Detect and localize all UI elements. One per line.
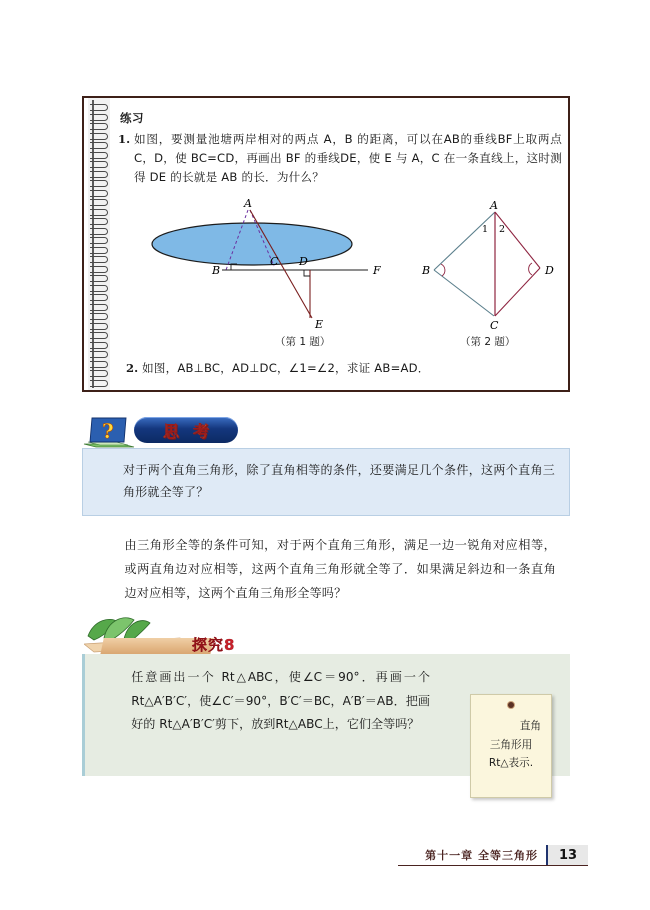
segment-ad — [495, 212, 540, 268]
segment-ab — [434, 212, 495, 270]
figure-1-caption: （第 1 题） — [275, 336, 331, 348]
right-angle-mark-d — [529, 263, 532, 275]
think-text: 对于两个直角三角形，除了直角相等的条件，还要满足几个条件，这两个直角三角形就全等了？ — [123, 463, 555, 500]
exercise-title: 练习 — [120, 111, 144, 125]
footer-page-number: 13 — [546, 845, 588, 865]
figure1-label-c: C — [270, 255, 279, 268]
explore-banner — [82, 616, 570, 654]
spiral-ring — [90, 114, 108, 121]
figure2-angle-label-2: 2 — [499, 224, 506, 235]
sticky-note-line-1: 直角 — [519, 720, 541, 732]
exercise-item-1-number: 1. — [118, 132, 131, 146]
figure-1-pond-diagram — [130, 198, 390, 338]
spiral-ring — [90, 228, 108, 235]
exercise-item-1 — [118, 130, 562, 186]
spiral-ring — [90, 142, 108, 149]
spiral-ring — [90, 332, 108, 339]
spiral-ring — [90, 237, 108, 244]
explore-box — [82, 654, 570, 776]
sticky-note-line-2: 三角形用 — [489, 738, 533, 751]
figure1-label-b: B — [212, 264, 221, 277]
spiral-ring — [90, 123, 108, 130]
sticky-note-line-3: Rt△表示. — [488, 757, 534, 770]
figure-2-caption: （第 2 题） — [460, 336, 516, 348]
think-section — [82, 414, 570, 516]
footer-chapter-title: 第十一章 全等三角形 — [398, 845, 546, 865]
exercise-item-1-text: 如图，要测量池塘两岸相对的两点 A，B 的距离，可以在AB的垂线BF上取两点 C，D，使 BC=CD，再画出 BF 的垂线DE，使 E 与 A，C 在一条直线上，这时测得 DE 的长就是 AB 的长．为什么？ — [134, 132, 562, 184]
spiral-ring — [90, 218, 108, 225]
figure2-label-c: C — [490, 319, 499, 332]
figure2-angle-label-1: 1 — [482, 224, 489, 235]
spiral-ring — [90, 266, 108, 273]
exercise-item-2 — [126, 359, 574, 378]
spiral-ring — [90, 171, 108, 178]
explore-banner-label: 探究8 — [192, 636, 236, 654]
pond-ellipse — [152, 223, 352, 265]
figure1-label-e: E — [315, 318, 324, 331]
body-paragraph-text: 由三角形全等的条件可知，对于两个直角三角形，满足一边一锐角对应相等，或两直角边对应相等，这两个直角三角形就全等了．如果满足斜边和一条直角边对应相等，这两个直角三角形全等吗？ — [124, 538, 556, 600]
spiral-ring — [90, 152, 108, 159]
think-badge — [134, 417, 238, 443]
spiral-ring — [90, 199, 108, 206]
segment-bc — [434, 270, 494, 316]
right-angle-mark-b — [441, 264, 445, 276]
spiral-ring — [90, 313, 108, 320]
figure2-label-a: A — [490, 199, 498, 212]
exercise-item-2-text: 如图，AB⊥BC，AD⊥DC，∠1=∠2，求证 AB=AD． — [142, 361, 430, 375]
spiral-ring — [90, 342, 108, 349]
figure1-label-f: F — [373, 264, 381, 277]
laptop-question-icon — [82, 414, 136, 448]
segment-dc — [495, 268, 540, 316]
spiral-ring — [90, 370, 108, 377]
spiral-ring — [90, 351, 108, 358]
figure-2-quadrilateral-diagram — [410, 198, 580, 338]
exercise-figures — [110, 198, 562, 348]
spiral-ring — [90, 285, 108, 292]
figure1-label-d: D — [299, 255, 308, 268]
spiral-ring — [90, 256, 108, 263]
exercise-item-2-number: 2. — [126, 361, 139, 375]
spiral-ring — [90, 209, 108, 216]
spiral-ring — [90, 133, 108, 140]
figure2-label-b: B — [422, 264, 431, 277]
figure1-label-a: A — [244, 198, 252, 210]
body-paragraph-block — [100, 534, 556, 605]
spiral-ring — [90, 190, 108, 197]
pin-icon — [508, 702, 514, 708]
spiral-ring — [90, 161, 108, 168]
think-banner — [82, 414, 570, 448]
figure2-label-d: D — [545, 264, 554, 277]
right-angle-mark-d — [304, 270, 310, 276]
spiral-ring — [90, 323, 108, 330]
spiral-ring — [90, 180, 108, 187]
spiral-ring — [90, 247, 108, 254]
explore-section — [82, 616, 570, 776]
think-box — [82, 448, 570, 516]
spiral-ring — [90, 104, 108, 111]
page-footer — [398, 845, 588, 866]
spiral-ring — [90, 294, 108, 301]
think-char-1: 思 — [162, 421, 179, 441]
sticky-note — [470, 694, 552, 798]
explore-text: 任意画出一个 Rt△ABC，使∠C＝90°．再画一个 Rt△A′B′C′，使∠C′＝90°，B′C′＝BC，A′B′＝AB．把画好的 Rt△A′B′C′剪下，放到Rt△ABC上，它们全等吗？ — [131, 670, 430, 732]
exercise-content — [110, 102, 562, 386]
spiral-ring — [90, 304, 108, 311]
spiral-ring — [90, 361, 108, 368]
think-char-2: 考 — [193, 421, 210, 441]
spiral-ring — [90, 275, 108, 282]
exercise-box — [82, 96, 570, 392]
spiral-ring — [90, 380, 108, 387]
svg-text:?: ? — [102, 419, 114, 443]
